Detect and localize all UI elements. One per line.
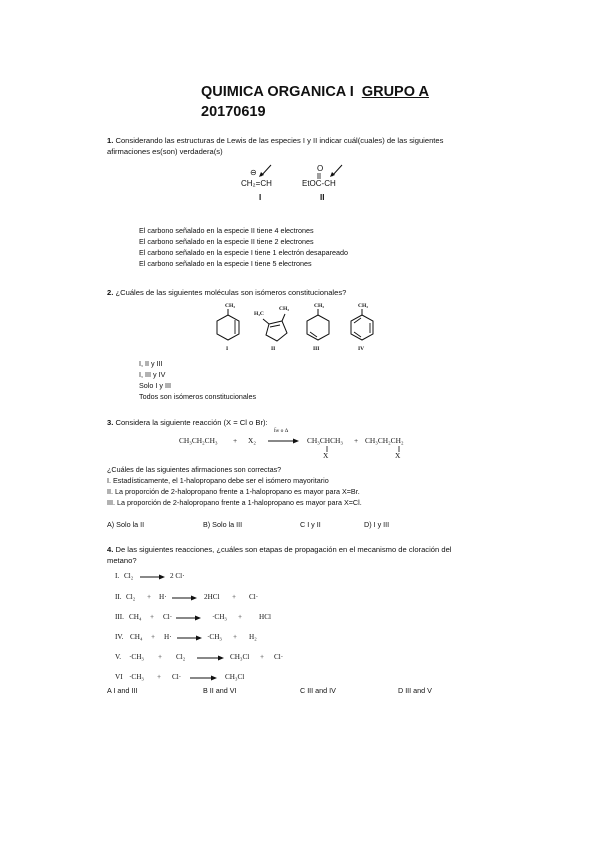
q4-r3-plus-2: + (238, 613, 243, 621)
group-label: GRUPO A (361, 84, 429, 100)
q4-r2-product-1: 2HCl (204, 593, 220, 601)
q4-answer-d[interactable]: D III and V (398, 686, 432, 695)
molecule-iii-label: III (313, 346, 320, 352)
q4-r1-product: 2 Cl· (170, 572, 185, 580)
molecule-ii-structure (258, 308, 298, 346)
q4-r4-plus-1: + (151, 633, 156, 641)
q3-reagent: X₂ (248, 436, 256, 445)
q4-r6-num: VI (115, 673, 123, 681)
q4-r2-reactant-1: Cl₂ (126, 593, 136, 601)
molecule-ii-methyl-right: CH₃ (279, 306, 289, 312)
q4-number: 4. (107, 545, 114, 554)
molecule-ii-label: II (271, 346, 276, 352)
q4-r5-arrow (197, 654, 225, 662)
q4-r4-reactant-2: H· (164, 633, 172, 641)
q4-answer-b[interactable]: B II and VI (203, 686, 237, 695)
q4-r2-arrow (172, 594, 198, 602)
q4-text: De las siguientes reacciones, ¿cuáles son etapas de propagación en el mecanismo de cloración del (115, 545, 452, 554)
molecule-i-methyl: CH₃ (225, 303, 235, 309)
species-i-arrow (259, 164, 273, 178)
q4-text-line1 (107, 545, 451, 554)
q1-option-1[interactable]: El carbono señalado en la especie II tiene 4 electrones (139, 226, 314, 235)
q4-answer-c[interactable]: C III and IV (300, 686, 336, 695)
q3-product-2: CH₃CH₂CH₂ (365, 436, 404, 445)
q4-r6-plus-1: + (157, 673, 162, 681)
q4-r3-product-2: HCl (259, 613, 271, 621)
q4-r5-plus-1: + (158, 653, 163, 661)
species-i-formula: CH₂=CH (241, 179, 272, 188)
q4-r3-reactant-2: Cl· (163, 613, 173, 621)
q3-statement-3: III. La proporción de 2-halopropano frente a 1-halopropano es mayor para X=Cl. (107, 498, 362, 507)
q2-option-4[interactable]: Todos son isómeros constitucionales (139, 392, 257, 401)
q2-option-3[interactable]: Solo I y III (139, 381, 171, 390)
species-i-charge: ⊖ (250, 168, 257, 177)
q4-r5-reactant-1: ·CH₃ (129, 653, 144, 661)
molecule-iv-label: IV (358, 346, 365, 352)
q2-number: 2. (107, 288, 114, 297)
q3-text: Considera la siguiente reacción (X = Cl o Br): (115, 418, 268, 427)
q3-plus-1: + (233, 436, 238, 445)
q4-r2-product-2: Cl· (249, 593, 259, 601)
q4-r3-num: III. (115, 613, 124, 621)
q1-option-2[interactable]: El carbono señalado en la especie II tiene 2 electrones (139, 237, 314, 246)
q4-r4-product-1: ·CH₃ (207, 633, 222, 641)
q3-product-1: CH₃CHCH₃ (307, 436, 343, 445)
exam-code: 20170619 (201, 104, 266, 120)
q2-text: ¿Cuáles de las siguientes moléculas son isómeros constitucionales? (115, 288, 347, 297)
q4-r3-reactant-1: CH₄ (129, 613, 142, 621)
q1-option-3[interactable]: El carbono señalado en la especie I tiene 1 electrón desapareado (139, 248, 348, 257)
q3-answer-d[interactable]: D) I y III (364, 520, 390, 529)
q4-r3-arrow (176, 614, 202, 622)
q4-r2-reactant-2: H· (159, 593, 167, 601)
species-ii-label: II (320, 193, 325, 202)
q1-option-4[interactable]: El carbono señalado en la especie I tiene 5 electrones (139, 259, 312, 268)
species-ii-oxygen: O (317, 164, 324, 173)
molecule-ii-methyl-left: H₃C (254, 311, 264, 317)
molecule-iv-structure (346, 306, 378, 346)
molecule-i-structure (212, 306, 244, 346)
q1-text: Considerando las estructuras de Lewis de las especies I y II indicar cuál(cuales) de las siguientes (115, 136, 444, 145)
molecule-iii-structure (302, 306, 334, 346)
q4-r6-product-1: CH₃Cl (225, 673, 245, 681)
q3-reactant: CH₃CH₂CH₃ (179, 436, 218, 445)
q4-r4-num: IV. (115, 633, 124, 641)
q4-r1-num: I. (115, 572, 120, 580)
q4-r1-reactant: Cl₂ (124, 572, 134, 580)
q4-answer-a[interactable]: A I and III (107, 686, 138, 695)
q3-condition: h̄ν o Δ (274, 428, 289, 434)
q3-answer-a[interactable]: A) Solo la II (107, 520, 145, 529)
q4-r3-product-1: ·CH₃ (212, 613, 227, 621)
q2-option-1[interactable]: I, II y III (139, 359, 163, 368)
q1-text-line2: afirmaciones es(son) verdadera(s) (107, 147, 223, 156)
q1-number: 1. (107, 136, 114, 145)
q3-product-1-x: X (323, 451, 329, 460)
molecule-i-label: I (226, 346, 229, 352)
species-i-label: I (259, 193, 262, 202)
q4-r5-product-2: Cl· (274, 653, 284, 661)
q4-r4-plus-2: + (233, 633, 238, 641)
q4-r2-plus-2: + (232, 593, 237, 601)
q4-r4-product-2: H₂ (249, 633, 257, 641)
q4-r2-plus-1: + (147, 593, 152, 601)
q4-text-line2: metano? (107, 556, 137, 565)
q4-r5-plus-2: + (260, 653, 265, 661)
q3-reaction-arrow (268, 437, 300, 445)
q1-text-line1 (107, 136, 443, 145)
q2-text-line (107, 288, 346, 297)
q3-answer-c[interactable]: C I y II (300, 520, 321, 529)
q4-r5-num: V. (115, 653, 122, 661)
q3-product-2-x: X (395, 451, 401, 460)
species-ii-formula: EtOC-CH (302, 179, 336, 188)
q4-r5-product-1: CH₃Cl (230, 653, 250, 661)
course-name: QUIMICA ORGANICA I (201, 84, 354, 100)
q4-r2-num: II. (115, 593, 122, 601)
q4-r1-arrow (140, 573, 166, 581)
q3-answer-b[interactable]: B) Solo la III (203, 520, 243, 529)
q4-r6-arrow (190, 674, 218, 682)
q3-text-line (107, 418, 268, 427)
q2-option-2[interactable]: I, III y IV (139, 370, 166, 379)
species-ii-arrow (330, 164, 344, 178)
q4-r6-reactant-1: ·CH₃ (129, 673, 144, 681)
q3-plus-2: + (354, 436, 359, 445)
exam-title (201, 84, 429, 100)
q4-r6-reactant-2: Cl· (172, 673, 182, 681)
molecule-iii-methyl: CH₃ (314, 303, 324, 309)
q3-number: 3. (107, 418, 114, 427)
q4-r5-reactant-2: Cl₂ (176, 653, 186, 661)
q3-question: ¿Cuáles de las siguientes afirmaciones son correctas? (107, 465, 282, 474)
q4-r3-plus-1: + (150, 613, 155, 621)
molecule-iv-methyl: CH₃ (358, 303, 368, 309)
q4-r4-reactant-1: CH₄ (130, 633, 143, 641)
q4-r4-arrow (177, 634, 203, 642)
q3-statement-1: I. Estadísticamente, el 1-halopropano debe ser el isómero mayoritario (107, 476, 329, 485)
q3-statement-2: II. La proporción de 2-halopropano frente a 1-halopropano es mayor para X=Br. (107, 487, 360, 496)
